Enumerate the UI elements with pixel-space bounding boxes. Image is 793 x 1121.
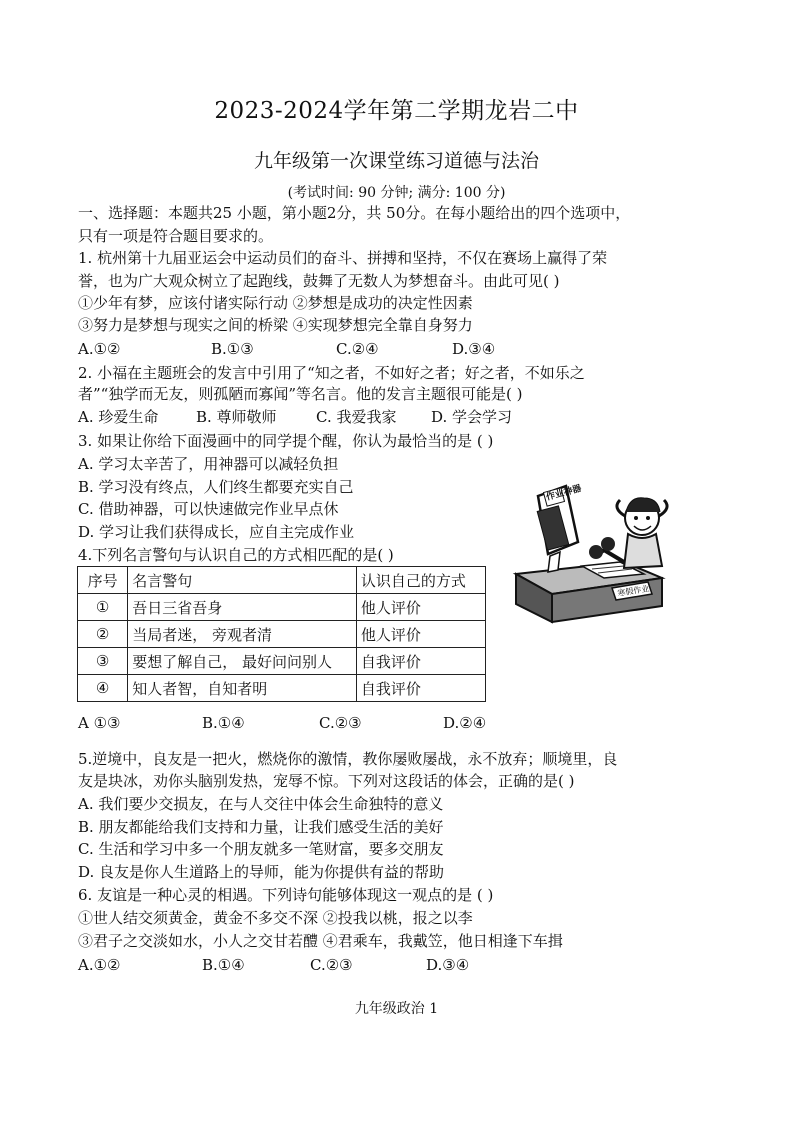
q2-options bbox=[78, 408, 512, 426]
q4-option-a[interactable]: A ①③ bbox=[78, 714, 121, 732]
table-cell: ① bbox=[78, 594, 128, 621]
table-cell: 他人评价 bbox=[356, 621, 485, 648]
table-header-row bbox=[78, 567, 486, 594]
q6-options bbox=[78, 956, 469, 974]
table-row bbox=[78, 675, 486, 702]
exam-subtitle: 九年级第一次课堂练习道德与法治 bbox=[253, 150, 539, 172]
table-cell: 知人者智，自知者明 bbox=[128, 675, 357, 702]
q1-statement-line2: ③努力是梦想与现实之间的桥梁 ④实现梦想完全靠自身努力 bbox=[78, 316, 473, 334]
q2-stem-line2: 者”“独学而无友，则孤陋而寡闻”等名言。他的发言主题很可能是( ) bbox=[78, 385, 523, 403]
q6-stem: 6. 友谊是一种心灵的相遇。下列诗句能够体现这一观点的是 ( ) bbox=[78, 886, 494, 904]
q6-option-a[interactable]: A.①② bbox=[78, 956, 121, 974]
q6-option-d[interactable]: D.③④ bbox=[426, 956, 470, 974]
q6-option-b[interactable]: B.①④ bbox=[202, 956, 245, 974]
table-header-cell: 序号 bbox=[78, 567, 128, 594]
q5-stem-line1: 5.逆境中，良友是一把火，燃烧你的激情，教你屡败屡战，永不放弃；顺境里，良 bbox=[78, 750, 618, 768]
q4-option-d[interactable]: D.②④ bbox=[443, 714, 487, 732]
q1-statement-line1: ①少年有梦，应该付诸实际行动 ②梦想是成功的决定性因素 bbox=[78, 294, 473, 312]
q2-option-b[interactable]: B. 尊师敬师 bbox=[196, 408, 277, 426]
table-row bbox=[78, 648, 486, 675]
table-cell: ④ bbox=[78, 675, 128, 702]
q6-statement-line1: ①世人结交须黄金，黄金不多交不深 ②投我以桃，报之以李 bbox=[78, 909, 473, 927]
exam-title: 2023-2024学年第二学期龙岩二中 bbox=[214, 98, 579, 124]
table-cell: 要想了解自己， 最好问问别人 bbox=[128, 648, 357, 675]
q4-option-c[interactable]: C.②③ bbox=[319, 714, 362, 732]
q4-option-b[interactable]: B.①④ bbox=[202, 714, 245, 732]
table-cell: 当局者迷， 旁观者清 bbox=[128, 621, 357, 648]
table-cell: ② bbox=[78, 621, 128, 648]
cartoon-sign-text: 作业神器 bbox=[545, 483, 583, 503]
q4-table bbox=[77, 566, 486, 702]
q3-option-d[interactable]: D. 学习让我们获得成长，应自主完成作业 bbox=[78, 523, 355, 541]
q1-option-a[interactable]: A.①② bbox=[78, 340, 121, 358]
q2-option-a[interactable]: A. 珍爱生命 bbox=[78, 408, 159, 426]
q1-stem-line1: 1. 杭州第十九届亚运会中运动员们的奋斗、拼搏和坚持，不仅在赛场上赢得了荣 bbox=[78, 249, 608, 267]
cartoon-book-text: 寒假作业 bbox=[616, 584, 650, 598]
section-intro-line2: 只有一项是符合题目要求的。 bbox=[78, 227, 274, 245]
q5-stem-line2: 友是块冰，劝你头脑别发热，宠辱不惊。下列对这段话的体会，正确的是( ) bbox=[78, 772, 575, 790]
q6-option-c[interactable]: C.②③ bbox=[310, 956, 353, 974]
q5-option-a[interactable]: A. 我们要少交损友，在与人交往中体会生命独特的意义 bbox=[78, 795, 444, 813]
table-header-cell: 认识自己的方式 bbox=[356, 567, 485, 594]
q5-option-d[interactable]: D. 良友是你人生道路上的导师，能为你提供有益的帮助 bbox=[78, 863, 445, 881]
table-header-cell: 名言警句 bbox=[128, 567, 357, 594]
table-cell: 他人评价 bbox=[356, 594, 485, 621]
homework-tool-cartoon bbox=[512, 478, 688, 624]
exam-info: (考试时间: 90 分钟; 满分: 100 分) bbox=[287, 185, 506, 201]
q5-option-b[interactable]: B. 朋友都能给我们支持和力量，让我们感受生活的美好 bbox=[78, 818, 444, 836]
q2-option-c[interactable]: C. 我爱我家 bbox=[316, 408, 397, 426]
table-cell: 吾日三省吾身 bbox=[128, 594, 357, 621]
q5-option-c[interactable]: C. 生活和学习中多一个朋友就多一笔财富，要多交朋友 bbox=[78, 840, 444, 858]
page-footer: 九年级政治 1 bbox=[354, 1001, 439, 1017]
table-cell: ③ bbox=[78, 648, 128, 675]
q4-options bbox=[78, 714, 486, 732]
q1-option-c[interactable]: C.②④ bbox=[336, 340, 379, 358]
q3-stem: 3. 如果让你给下面漫画中的同学提个醒，你认为最恰当的是 ( ) bbox=[78, 432, 494, 450]
q1-options bbox=[78, 340, 495, 358]
q2-stem-line1: 2. 小福在主题班会的发言中引用了“知之者，不如好之者；好之者，不如乐之 bbox=[78, 364, 585, 382]
q6-statement-line2: ③君子之交淡如水，小人之交甘若醴 ④君乘车，我戴笠，他日相逢下车揖 bbox=[78, 932, 563, 950]
section-intro-line1: 一、选择题：本题共25 小题，第小题2分，共 50分。在每小题给出的四个选项中， bbox=[78, 204, 631, 222]
table-row bbox=[78, 594, 486, 621]
q3-option-b[interactable]: B. 学习没有终点，人们终生都要充实自己 bbox=[78, 478, 354, 496]
q3-option-a[interactable]: A. 学习太辛苦了，用神器可以减轻负担 bbox=[78, 455, 339, 473]
q3-option-c[interactable]: C. 借助神器，可以快速做完作业早点休 bbox=[78, 500, 339, 518]
q1-stem-line2: 誉，也为广大观众树立了起跑线，鼓舞了无数人为梦想奋斗。由此可见( ) bbox=[78, 272, 560, 290]
q2-option-d[interactable]: D. 学会学习 bbox=[431, 408, 513, 426]
q1-option-b[interactable]: B.①③ bbox=[211, 340, 254, 358]
q4-stem: 4.下列名言警句与认识自己的方式相匹配的是( ) bbox=[78, 546, 394, 564]
table-cell: 自我评价 bbox=[356, 648, 485, 675]
table-cell: 自我评价 bbox=[356, 675, 485, 702]
q1-option-d[interactable]: D.③④ bbox=[452, 340, 496, 358]
table-row bbox=[78, 621, 486, 648]
